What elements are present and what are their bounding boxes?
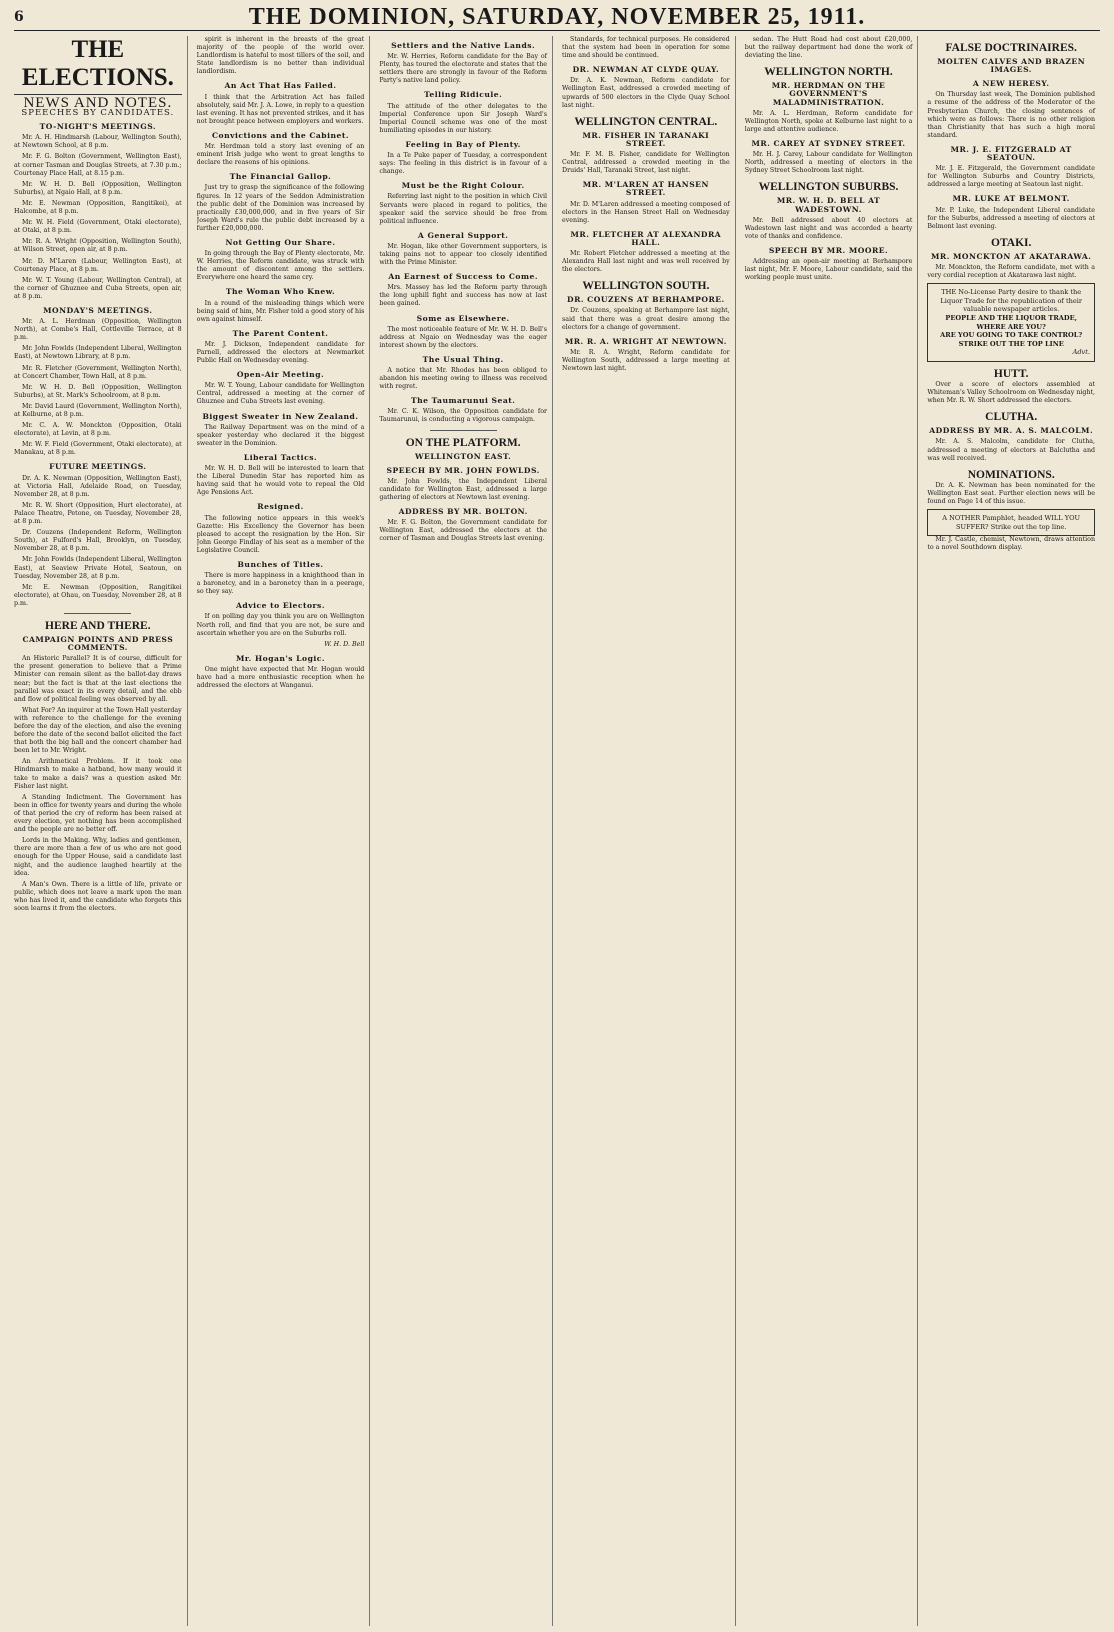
advert-text: THE No-License Party desire to thank the Liquor Trade for the republication of their valuable newspaper articles. (940, 288, 1083, 314)
subhead: FALSE DOCTRINAIRES. (945, 42, 1077, 54)
article-paragraph: Over a score of electors assembled at Whiteman's Valley Schoolroom on Wednesday night, when Mr. R. W. Short addressed the electors. (927, 381, 1096, 405)
article-paragraph: Mr. W. H. D. Bell will be interested to learn that the Liberal Dunedin Star has reported him as having said that he would vote to repeal the Old Age Pensions Act. (196, 465, 365, 497)
subhead: ADDRESS BY MR. A. S. MALCOLM. (929, 426, 1094, 436)
section-subheading-2: SPEECHES BY CANDIDATES. (21, 108, 175, 119)
advertisement (927, 283, 1095, 362)
subhead: The Financial Gallop. (229, 172, 332, 182)
subhead: SPEECH BY MR. MOORE. (768, 245, 889, 255)
article-paragraph: Dr. Couzens, speaking at Berhampore last night, said that there was a great desire among the electors for a change of government. (562, 307, 730, 331)
newspaper-title: THE DOMINION, SATURDAY, NOVEMBER 25, 1911. (248, 3, 866, 30)
meeting-item: Mr. C. A. W. Monckton (Opposition, Otaki electorate), at Levin, at 8 p.m. (14, 422, 182, 438)
article-paragraph: spirit is inherent in the breasts of the great majority of the people of the world over. Landlordism is hateful to most tillers of the soil, and State landlordism is no better than individual landlordism. (196, 36, 365, 76)
subhead: Advice to Electors. (236, 601, 325, 611)
article-paragraph: A Standing Indictment. The Government has been in office for twenty years and during the whole of that period the cry of reform has been raised at every election, yet nothing has been accomplished and the people are no better off. (14, 793, 182, 834)
subhead: WELLINGTON SOUTH. (582, 280, 710, 293)
section-subheading: NEWS AND NOTES. (23, 95, 173, 111)
subhead: ADDRESS BY MR. BOLTON. (398, 507, 528, 517)
article-paragraph: Just try to grasp the significance of the following figures. In 12 years of the Seddon Administration the public debt of the Dominion was increased by practically £30,000,000, and in five years of Sir Joseph Ward's rule the public debt increased by a further £20,000,000. (196, 184, 365, 232)
article-paragraph: Mr. D. M'Laren addressed a meeting composed of electors in the Hansen Street Hall on Wednesday evening. (562, 200, 730, 224)
article-paragraph: Mr. Robert Fletcher addressed a meeting at the Alexandra Hall last night and was well received by the electors. (562, 249, 730, 274)
article-paragraph: The attitude of the other delegates to the Imperial Conference upon Sir Joseph Ward's Imperial Council scheme was one of the most humiliating episodes in our history. (379, 102, 548, 134)
article-paragraph: Lords in the Making. Why, ladies and gentlemen, there are more than a few of us who are not good enough for the Upper House, said a candidate last night, and the audience laughed heartily at the idea. (14, 837, 182, 877)
article-paragraph: One might have expected that Mr. Hogan would have had a more enthusiastic reception when he addressed the electors at Wanganui. (196, 665, 365, 690)
subhead: MR. FISHER IN TARANAKI STREET. (582, 130, 710, 148)
article-paragraph: sedan. The Hutt Road had cost about £20,000, but the railway department had done the work of deviating the line. (744, 36, 913, 60)
subhead: MR. HERDMAN ON THE GOVERNMENT'S MALADMINISTRATION. (771, 81, 886, 107)
subhead: Telling Ridicule. (424, 90, 503, 100)
advert-text: A NOTHER Pamphlet, headed WILL YOU SUFFER? Strike out the top line. (942, 514, 1081, 531)
subhead: Biggest Sweater in New Zealand. (202, 411, 359, 421)
subhead: WELLINGTON NORTH. (764, 66, 893, 79)
subhead: MR. M'LAREN AT HANSEN STREET. (582, 180, 709, 198)
article-paragraph: A notice that Mr. Rhodes has been obliged to abandon his meeting owing to illness was received with regret. (379, 367, 548, 391)
subhead: NOMINATIONS. (967, 468, 1055, 481)
article-paragraph: In a round of the misleading things which were being said of him, Mr. Fisher told a good story of his own against himself. (196, 299, 365, 323)
article-paragraph: In a Te Puke paper of Tuesday, a correspondent says: The feeling in this district is in favour of a change. (379, 152, 548, 176)
subhead: HUTT. (993, 367, 1029, 380)
subhead: The Taumarunui Seat. (410, 396, 516, 406)
column-1 (14, 36, 188, 1626)
subhead: Feeling in Bay of Plenty. (405, 139, 521, 149)
subhead: MR. MONCKTON AT AKATARAWA. (930, 251, 1092, 261)
article-paragraph: Standards, for technical purposes. He considered that the system had been in operation for some time and should be continued. (562, 36, 730, 60)
subhead: MONDAY'S MEETINGS. (43, 305, 153, 315)
subhead: ON THE PLATFORM. (405, 436, 521, 449)
article-paragraph: Mr. C. K. Wilson, the Opposition candidate for Taumarunui, is conducting a vigorous campaign. (379, 408, 548, 424)
article-paragraph: Mr. Hogan, like other Government supporters, is taking pains not to appear too closely identified with the Prime Minister. (379, 242, 548, 267)
meeting-item: Mr. John Fowlds (Independent Liberal, Wellington East), at Newtown Library, at 8 p.m. (14, 345, 182, 361)
subhead: HERE AND THERE. (45, 619, 151, 632)
subhead: An Earnest of Success to Come. (388, 272, 538, 282)
article-paragraph: Mr. F. M. B. Fisher, candidate for Wellington Central, addressed a crowded meeting in the Druids' Hall, Taranaki Street, last night. (562, 151, 730, 175)
subhead: MOLTEN CALVES AND BRAZEN IMAGES. (937, 57, 1086, 75)
page-number: 6 (14, 9, 24, 25)
subhead: DR. NEWMAN AT CLYDE QUAY. (572, 65, 720, 75)
subhead: The Usual Thing. (422, 354, 504, 364)
article-paragraph: Mr. Bell addressed about 40 electors at Wadestown last night and was accorded a hearty vote of thanks and confidence. (744, 216, 913, 240)
subhead: MR. CAREY AT SYDNEY STREET. (751, 138, 906, 148)
meeting-item: Mr. W. H. D. Bell (Opposition, Wellington Suburbs), at St. Mark's Schoolroom, at 8 p.m. (14, 383, 182, 399)
subhead: WELLINGTON SUBURBS. (758, 181, 899, 194)
article-paragraph: Mr. F. G. Bolton, the Government candidate for Wellington East, addressed the electors at the corner of Tasman and Douglas Streets last evening. (379, 519, 548, 543)
subhead: MR. J. E. FITZGERALD AT SEATOUN. (950, 144, 1072, 163)
advert-caps: STRIKE OUT THE TOP LINE (958, 339, 1064, 348)
meeting-item: Mr. R. W. Short (Opposition, Hurt electorate), at Palace Theatre, Petone, on Tuesday, November 28, at 8 p.m. (14, 501, 182, 526)
column-6 (927, 36, 1100, 1626)
subhead: Liberal Tactics. (243, 452, 318, 462)
meeting-item: Mr. E. Newman (Opposition, Rangitikei), at Halcombe, at 8 p.m. (14, 199, 182, 216)
article-paragraph: Referring last night to the position in which Civil Servants were placed in regard to politics, the speaker said the service should be free from political influence. (379, 193, 548, 225)
meeting-item: Mr. R. A. Wright (Opposition, Wellington South), at Wilson Street, open air, at 8 p.m. (14, 238, 182, 254)
article-paragraph: Mrs. Massey has led the Reform party through the long uphill fight and success has now at last been gained. (379, 284, 548, 308)
article-paragraph: There is more happiness in a knighthood than in a baronetcy, and in a baronetcy than in a peerage, so they say. (196, 572, 365, 596)
subhead: Not Getting Our Share. (225, 237, 336, 247)
subhead: An Act That Has Failed. (224, 81, 337, 91)
subhead: Must be the Right Colour. (401, 181, 525, 191)
subhead: WELLINGTON CENTRAL. (574, 115, 718, 128)
subhead: Open-Air Meeting. (236, 370, 325, 380)
subhead: Resigned. (257, 502, 304, 512)
column-3 (379, 36, 553, 1626)
article-paragraph: Addressing an open-air meeting at Berhampore last night, Mr. F. Moore, Labour candidate, said the working people must unite. (744, 257, 913, 282)
column-2 (197, 36, 371, 1626)
article-paragraph: Mr. J. Dickson, Independent candidate for Parnell, addressed the electors at Newmarket Public Hall on Wednesday evening. (196, 340, 365, 365)
signature: W. H. D. Bell (324, 640, 365, 648)
meeting-item: Mr. David Laurd (Government, Wellington North), at Kelburne, at 8 p.m. (14, 402, 182, 418)
meeting-item: Mr. W. H. D. Bell (Opposition, Wellington Suburbs), at Ngaio Hall, at 8 p.m. (14, 180, 182, 196)
article-paragraph: Mr. H. J. Carey, Labour candidate for Wellington North, addressed a meeting of electors in the Sydney Street Schoolroom last night. (744, 151, 913, 175)
meeting-item: Mr. A. H. Hindmarsh (Labour, Wellington South), at Newtown School, at 8 p.m. (14, 134, 182, 150)
article-paragraph: Mr. J. Castle, chemist, Newtown, draws attention to a novel Southdown display. (927, 536, 1096, 552)
meeting-item: Mr. W. F. Field (Government, Otaki electorate), at Manakau, at 8 p.m. (14, 441, 182, 457)
subhead: MR. R. A. WRIGHT AT NEWTOWN. (564, 336, 727, 346)
subhead: CAMPAIGN POINTS AND PRESS COMMENTS. (22, 635, 174, 653)
advert-caps: ARE YOU GOING TO TAKE CONTROL? (940, 331, 1083, 340)
meeting-item: Dr. Couzens (Independent Reform, Wellington South), at Fulford's Hall, Brooklyn, on Tuesday, November 28, at 8 p.m. (14, 529, 182, 553)
article-paragraph: Dr. A. K. Newman, Reform candidate for Wellington East, addressed a crowded meeting of upwards of 500 electors in the Clyde Quay School last night. (562, 77, 730, 109)
subhead: The Parent Content. (232, 328, 329, 338)
subhead: CLUTHA. (985, 411, 1038, 424)
subhead: Mr. Hogan's Logic. (235, 653, 326, 663)
meeting-item: Mr. F. G. Bolton (Government, Wellington East), at corner Tasman and Douglas Streets, at 7.30 p.m.; Courtenay Place Hall, at 8.15 p.m. (14, 153, 182, 177)
meeting-item: Mr. A. L. Herdman (Opposition, Wellington North), at Combe's Hall, Cottleville Terrace, at 8 p.m. (14, 318, 182, 342)
subhead: The Woman Who Knew. (225, 287, 336, 297)
article-paragraph: The following notice appears in this week's Gazette: His Excellency the Governor has been pleased to accept the resignation by the Hon. Sir John George Findlay of his seat as a member of the Legislative Council. (196, 514, 365, 554)
subhead: FUTURE MEETINGS. (49, 462, 147, 472)
article-paragraph: Mr. W. Herries, Reform candidate for the Bay of Plenty, has toured the electorate and states that the settlers there are strongly in favour of the Reform Party's native land policy. (379, 53, 548, 85)
meeting-item: Mr. D. M'Laren (Labour, Wellington East), at Courtenay Place, at 8 p.m. (14, 257, 182, 273)
subhead: TO-NIGHT'S MEETINGS. (39, 122, 157, 132)
article-paragraph: Mr. Herdman told a story last evening of an eminent Irish judge who went to great lengths to declare the reasons of his opinions. (196, 143, 365, 167)
article-paragraph: Mr. W. T. Young, Labour candidate for Wellington Central, addressed a meeting at the corner of Ghuznee and Cuba Streets last evening. (196, 382, 365, 406)
subhead: Settlers and the Native Lands. (391, 41, 536, 50)
article-paragraph: Mr. Monckton, the Reform candidate, met with a very cordial reception at Akatarawa last night. (927, 263, 1096, 280)
subhead: SPEECH BY MR. JOHN FOWLDS. (386, 465, 540, 475)
subhead: A General Support. (417, 230, 509, 240)
article-paragraph: The Railway Department was on the mind of a speaker yesterday who declared it the biggest sweater in the Dominion. (196, 423, 365, 447)
section-heading: THE ELECTIONS. (14, 36, 182, 95)
article-paragraph: What For? An inquirer at the Town Hall yesterday with reference to the challenge for the evening before the day of the election, and also the evening before the date of the second ballot elicited the fact that both the big hall and the concert chamber had been let to Mr. Wright. (14, 706, 182, 755)
meeting-item: Mr. John Fowlds (Independent Liberal, Wellington East), at Seaview Private Hotel, Seatoun, on Tuesday, November 28, at 8 p.m. (14, 556, 182, 580)
article-paragraph: An Historic Parallel? It is of course, difficult for the present generation to believe that a Prime Minister can remain silent as the ballot-day draws near; but the fact is that at the last elections the parallel was exact in its every detail, and the ebb and flow of political feeling was observed by all. (14, 655, 182, 703)
article-paragraph: In going through the Bay of Plenty electorate, Mr. W. Herries, the Reform candidate, was struck with the amount of discontent among the settlers. Everywhere one heard the same cry. (196, 250, 365, 282)
subhead: MR. W. H. D. BELL AT WADESTOWN. (776, 196, 881, 214)
article-paragraph: A Man's Own. There is a little of life, private or public, which does not leave a mark upon the man who has lived it, and the candidate who forgets this soon learns it from the electors. (14, 880, 182, 912)
meeting-item: Mr. W. T. Young (Labour, Wellington Central), at the corner of Ghuznee and Cuba Streets, open air, at 8 p.m. (14, 276, 182, 300)
masthead (14, 4, 1100, 31)
subhead: A NEW HERESY. (972, 79, 1050, 89)
advert-caps: PEOPLE AND THE LIQUOR TRADE, WHERE ARE YOU? (945, 313, 1077, 331)
article-paragraph: Mr. R. A. Wright, Reform candidate for Wellington South, addressed a large meeting at Newtown last night. (562, 348, 730, 372)
subhead: Convictions and the Cabinet. (212, 130, 350, 140)
subhead: OTAKI. (991, 236, 1032, 249)
article-paragraph: If on polling day you think you are on Wellington North roll, and find that you are not, be sure and ascertain whether you are on the Suburbs roll. (196, 613, 365, 637)
article-paragraph: Mr. A. S. Malcolm, candidate for Clutha, addressed a meeting of electors at Balclutha and was well received. (927, 438, 1096, 462)
article-paragraph: Mr. A. L. Herdman, Reform candidate for Wellington North, spoke at Kelburne last night to a large and attentive audience. (744, 109, 913, 133)
meeting-item: Mr. W. H. Field (Government, Otaki electorate), at Otaki, at 8 p.m. (14, 219, 182, 235)
article-paragraph: The most noticeable feature of Mr. W. H. D. Bell's address at Ngaio on Wednesday was the eager interest shown by the electors. (379, 325, 548, 349)
article-paragraph: I think that the Arbitration Act has failed absolutely, said Mr. J. A. Lowe, in reply to a question last evening. It has not prevented strikes, and it has not brought peace between employers and workers. (196, 93, 365, 125)
article-paragraph: An Arithmetical Problem. If it took one Hindmarsh to make a hatband, how many would it take to make a dais? was a question asked Mr. Fisher last night. (14, 758, 182, 790)
article-paragraph: Mr. P. Luke, the Independent Liberal candidate for the Suburbs, addressed a meeting of electors at Belmont last evening. (927, 206, 1096, 230)
article-paragraph: Mr. John Fowlds, the Independent Liberal candidate for Wellington East, addressed a large gathering of electors at Newtown last evening. (379, 477, 548, 502)
meeting-item: Dr. A. K. Newman (Opposition, Wellington East), at Victoria Hall, Adelaide Road, on Tuesday, November 28, at 8 p.m. (14, 474, 182, 498)
column-5 (745, 36, 919, 1626)
column-4 (562, 36, 736, 1626)
meeting-item: Mr. R. Fletcher (Government, Wellington North), at Concert Chamber, Town Hall, at 8 p.m. (14, 364, 182, 380)
meeting-item: Mr. E. Newman (Opposition, Rangitikei electorate), at Ohau, on Tuesday, November 28, at 8 p.m. (14, 583, 182, 607)
subhead: Some as Elsewhere. (416, 313, 510, 323)
article-paragraph: On Thursday last week, The Dominion published a resume of the address of the Moderator of the Presbyterian Church, the closing sentences of which were as follows: There is no other religion than Christianity that has such a high moral standard. (927, 91, 1096, 139)
advert-signature: Advt. (1072, 348, 1091, 357)
article-paragraph: Dr. A. K. Newman has been nominated for the Wellington East seat. Further election news will be found on Page 14 of this issue. (927, 481, 1096, 506)
subhead: WELLINGTON EAST. (415, 451, 512, 461)
subhead: MR. FLETCHER AT ALEXANDRA HALL. (570, 229, 722, 247)
article-paragraph: Mr. J. E. Fitzgerald, the Government candidate for Wellington Suburbs and Country Districts, addressed a large meeting at Seatoun last night. (927, 165, 1096, 189)
subhead: MR. LUKE AT BELMONT. (952, 194, 1070, 204)
subhead: DR. COUZENS AT BERHAMPORE. (567, 295, 725, 305)
subhead: Bunches of Titles. (237, 559, 324, 569)
advertisement-2 (927, 509, 1095, 536)
